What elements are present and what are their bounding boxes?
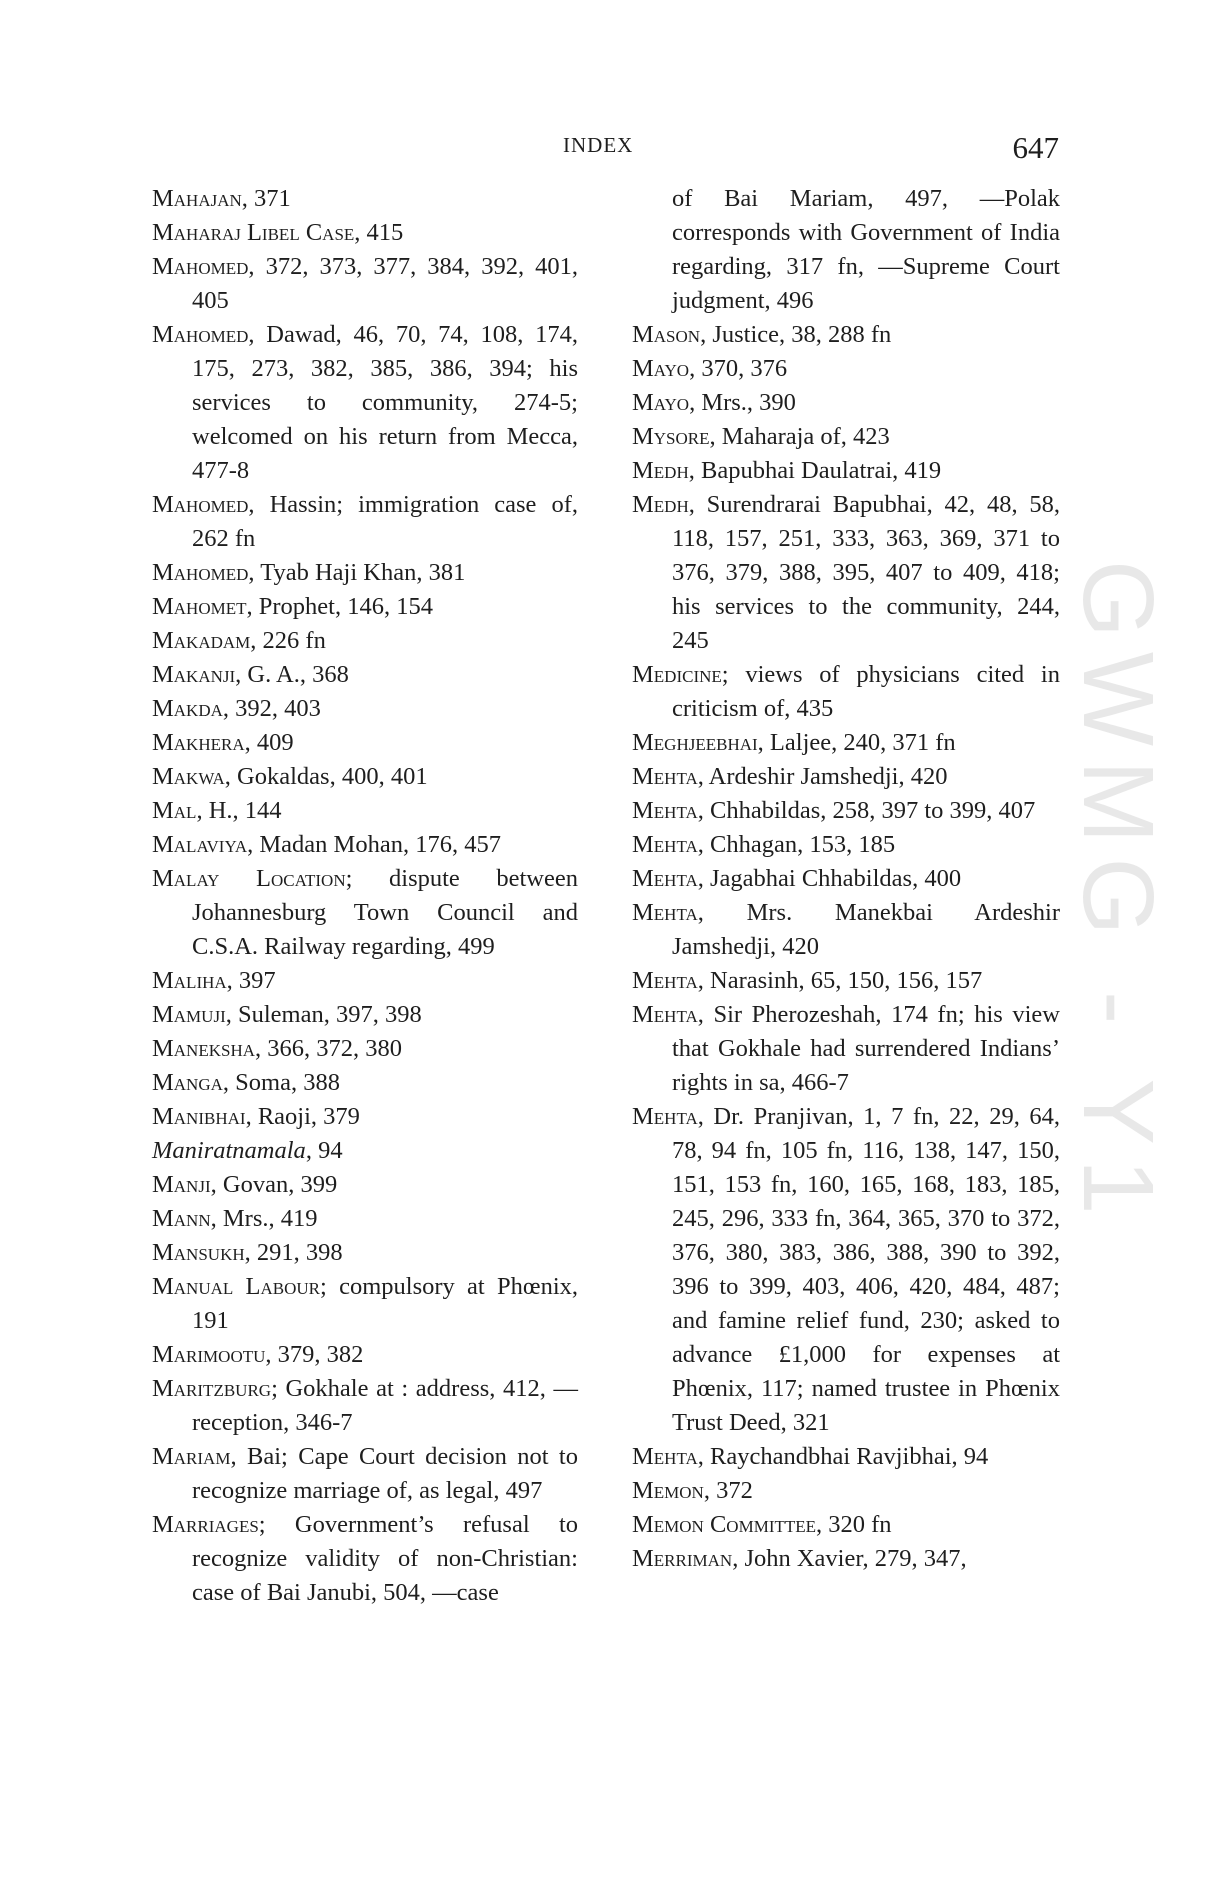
index-entry-head: Maritzburg	[152, 1375, 272, 1402]
index-entry-text: , Raoji, 379	[245, 1103, 360, 1130]
index-entry-head: Mehta	[632, 1443, 698, 1470]
index-entry	[632, 998, 1060, 1100]
index-entry-head: Mansukh	[152, 1239, 245, 1266]
index-entry-text: , Gokaldas, 400, 401	[224, 763, 428, 790]
index-entry	[152, 1134, 578, 1168]
index-entry-text: , Prophet, 146, 154	[246, 593, 433, 620]
index-entry-text: of Bai Mariam, 497, —Polak corresponds with Government of India regarding, 317 fn, —Supreme Court judgment, 496	[672, 185, 1060, 314]
index-entry-head: Mehta	[632, 865, 698, 892]
index-entry-head: Mahomed	[152, 559, 249, 586]
index-entry-head: Makanji	[152, 661, 236, 688]
index-column-left	[152, 182, 578, 1610]
index-entry-head: Malay Location	[152, 865, 346, 892]
running-head: INDEX	[563, 133, 634, 157]
watermark	[1060, 560, 1174, 1340]
index-entry	[152, 488, 578, 556]
index-entry	[632, 760, 1060, 794]
index-entry	[152, 250, 578, 318]
index-entry-text: , Raychandbhai Ravjibhai, 94	[697, 1443, 989, 1470]
index-entry-head: Mann	[152, 1205, 211, 1232]
index-entry	[632, 862, 1060, 896]
index-entry-head: Mehta	[632, 1103, 698, 1130]
index-entry	[632, 386, 1060, 420]
index-entry-text: , John Xavier, 279, 347,	[732, 1545, 967, 1572]
index-entry-head: Mysore	[632, 423, 710, 450]
index-entry-text: , 366, 372, 380	[255, 1035, 403, 1062]
index-entry	[632, 794, 1060, 828]
index-entry-text: , Ardeshir Jamshedji, 420	[697, 763, 948, 790]
index-entry-text: ; compulsory at Phœnix, 191	[192, 1273, 579, 1334]
index-entry	[632, 1100, 1060, 1440]
index-entry-text: , Tyab Haji Khan, 381	[248, 559, 466, 586]
index-entry-head: Mehta	[632, 899, 698, 926]
index-entry	[632, 828, 1060, 862]
index-entry-text: , Hassin; immigration case of, 262 fn	[192, 491, 578, 552]
index-entry-head: Memon Committee	[632, 1511, 817, 1538]
index-entry-text: , Govan, 399	[210, 1171, 338, 1198]
index-entry-head: Maniratnamala	[152, 1137, 306, 1164]
index-entry	[152, 624, 578, 658]
index-entry	[632, 964, 1060, 998]
page-number: 647	[1012, 130, 1059, 165]
index-entry	[632, 420, 1060, 454]
index-column-right	[632, 182, 1060, 1576]
index-entry-text: , 370, 376	[689, 355, 788, 382]
index-entry	[152, 590, 578, 624]
index-entry-text: , 372, 373, 377, 384, 392, 401, 405	[192, 253, 578, 314]
index-entry-head: Mariam	[152, 1443, 231, 1470]
index-entry-head: Mahomed	[152, 321, 249, 348]
index-entry-head: Makhera	[152, 729, 245, 756]
index-entry	[152, 1372, 578, 1440]
index-entry-text: , Suleman, 397, 398	[225, 1001, 422, 1028]
index-entry-text: , Dr. Pranjivan, 1, 7 fn, 22, 29, 64, 78, 94 fn, 105 fn, 116, 138, 147, 150, 151, 153 fn, 160, 165, 168, 183, 185, 245, 296, 333 fn, 364, 365, 370 to 372, 376, 380, 383, 386, 388, 390 to 392, 396 to 399, 403, 406, 420, 484, 487; and famine relief fund, 230; asked to advance £1,000 for expenses at Phœnix, 117; named trustee in Phœnix Trust Deed, 321	[672, 1103, 1060, 1436]
index-entry-text: , Chhagan, 153, 185	[697, 831, 896, 858]
index-entry-head: Mayo	[632, 355, 690, 382]
index-entry-text: , 379, 382	[265, 1341, 364, 1368]
index-entry-text: , Justice, 38, 288 fn	[700, 321, 892, 348]
index-entry-head: Manibhai	[152, 1103, 246, 1130]
index-entry	[152, 182, 578, 216]
index-entry	[152, 556, 578, 590]
index-entry	[152, 318, 578, 488]
index-entry-text: , Surendrarai Bapubhai, 42, 48, 58, 118, 157, 251, 333, 363, 369, 371 to 376, 379, 388, 395, 407 to 409, 418; his services to the community, 244, 245	[672, 491, 1060, 654]
index-entry	[152, 828, 578, 862]
index-entry-text: , 291, 398	[244, 1239, 343, 1266]
index-entry-head: Merriman	[632, 1545, 733, 1572]
index-entry-head: Mehta	[632, 1001, 698, 1028]
index-entry-text: , Soma, 388	[222, 1069, 340, 1096]
index-entry	[632, 182, 1060, 318]
index-entry-head: Malaviya	[152, 831, 248, 858]
index-entry-head: Medh	[632, 491, 689, 518]
index-entry-text: , 226 fn	[250, 627, 326, 654]
index-entry-head: Mamuji	[152, 1001, 226, 1028]
index-entry-head: Mahomed	[152, 491, 249, 518]
index-entry-text: ; dispute between Johannesburg Town Council and C.S.A. Railway regarding, 499	[192, 865, 578, 960]
index-entry-text: , Bapubhai Daulatrai, 419	[688, 457, 942, 484]
index-entry	[152, 1066, 578, 1100]
index-entry-text: , Mrs. Manekbai Ardeshir Jamshedji, 420	[672, 899, 1060, 960]
index-entry-head: Marriages	[152, 1511, 259, 1538]
index-entry-text: , Maharaja of, 423	[709, 423, 890, 450]
index-entry	[632, 454, 1060, 488]
index-entry	[152, 794, 578, 828]
index-entry-head: Mehta	[632, 831, 698, 858]
index-entry	[152, 1236, 578, 1270]
index-entry-text: , G. A., 368	[235, 661, 349, 688]
index-entry	[152, 998, 578, 1032]
index-entry-head: Manji	[152, 1171, 211, 1198]
index-entry	[632, 658, 1060, 726]
watermark-text: GWMG - Y1	[1062, 560, 1174, 1229]
index-entry-text: , Mrs., 390	[689, 389, 796, 416]
index-entry-head: Mehta	[632, 967, 698, 994]
index-entry-head: Makda	[152, 695, 223, 722]
index-entry-head: Mahajan	[152, 185, 242, 212]
index-entry-head: Mehta	[632, 763, 698, 790]
index-entry-text: , 94	[305, 1137, 343, 1164]
index-entry-text: ; views of physicians cited in criticism of, 435	[672, 661, 1060, 722]
index-entry	[152, 1338, 578, 1372]
index-entry	[152, 1440, 578, 1508]
index-entry-head: Makadam	[152, 627, 251, 654]
index-entry	[152, 1032, 578, 1066]
index-entry-head: Mehta	[632, 797, 698, 824]
index-entry-text: , 320 fn	[816, 1511, 892, 1538]
index-entry-text: , Laljee, 240, 371 fn	[757, 729, 956, 756]
index-entry-head: Medicine	[632, 661, 722, 688]
index-entry-text: , Sir Pherozeshah, 174 fn; his view that Gokhale had surrendered Indians’ rights in sa, 466-7	[672, 1001, 1060, 1096]
index-entry-head: Makwa	[152, 763, 225, 790]
index-entry	[152, 1168, 578, 1202]
index-entry	[152, 658, 578, 692]
index-entry-head: Mal	[152, 797, 197, 824]
index-entry-head: Mayo	[632, 389, 690, 416]
index-entry	[632, 352, 1060, 386]
index-entry	[152, 1508, 578, 1610]
index-entry-text: , Chhabildas, 258, 397 to 399, 407	[697, 797, 1036, 824]
index-entry-head: Maharaj Libel Case	[152, 219, 355, 246]
index-entry-head: Maliha	[152, 967, 227, 994]
index-entry-text: , Dawad, 46, 70, 74, 108, 174, 175, 273, 382, 385, 386, 394; his services to community, 274-5; welcomed on his return from Mecca, 477-8	[192, 321, 578, 484]
index-entry	[632, 1440, 1060, 1474]
index-entry-text: , Narasinh, 65, 150, 156, 157	[697, 967, 983, 994]
index-entry-text: , 371	[241, 185, 291, 212]
index-entry	[152, 760, 578, 794]
index-entry	[632, 318, 1060, 352]
index-entry-head: Medh	[632, 457, 689, 484]
index-entry-text: , Mrs., 419	[210, 1205, 318, 1232]
index-entry-text: , 409	[244, 729, 294, 756]
index-entry-head: Manual Labour	[152, 1273, 321, 1300]
index-entry	[152, 964, 578, 998]
index-entry	[152, 1270, 578, 1338]
index-entry	[632, 726, 1060, 760]
index-entry-head: Mahomed	[152, 253, 249, 280]
index-entry-text: , Jagabhai Chhabildas, 400	[697, 865, 962, 892]
index-entry-text: , 397	[226, 967, 276, 994]
index-entry-head: Mason	[632, 321, 701, 348]
index-entry	[632, 1474, 1060, 1508]
index-entry	[632, 896, 1060, 964]
index-entry-head: Marimootu	[152, 1341, 266, 1368]
index-entry	[152, 692, 578, 726]
index-entry-head: Mahomet	[152, 593, 247, 620]
index-entry	[632, 488, 1060, 658]
index-entry-text: ; Gokhale at : address, 412, —reception, 346-7	[192, 1375, 578, 1436]
index-entry-text: ; Government’s refusal to recognize validity of non-Christian: case of Bai Janubi, 504, —case	[192, 1511, 578, 1606]
index-entry	[152, 216, 578, 250]
index-entry-head: Memon	[632, 1477, 704, 1504]
index-entry	[152, 1202, 578, 1236]
index-entry	[632, 1508, 1060, 1542]
index-entry-head: Maneksha	[152, 1035, 256, 1062]
index-entry	[152, 862, 578, 964]
index-entry	[152, 726, 578, 760]
index-entry-head: Manga	[152, 1069, 223, 1096]
index-entry-text: , Madan Mohan, 176, 457	[247, 831, 501, 858]
index-entry-head: Meghjeebhai	[632, 729, 758, 756]
index-entry	[632, 1542, 1060, 1576]
index-entry-text: , H., 144	[196, 797, 282, 824]
index-entry	[152, 1100, 578, 1134]
index-entry-text: , 415	[354, 219, 404, 246]
index-entry-text: , 392, 403	[222, 695, 321, 722]
index-entry-text: , 372	[703, 1477, 753, 1504]
index-entry-text: , Bai; Cape Court decision not to recognize marriage of, as legal, 497	[192, 1443, 578, 1504]
